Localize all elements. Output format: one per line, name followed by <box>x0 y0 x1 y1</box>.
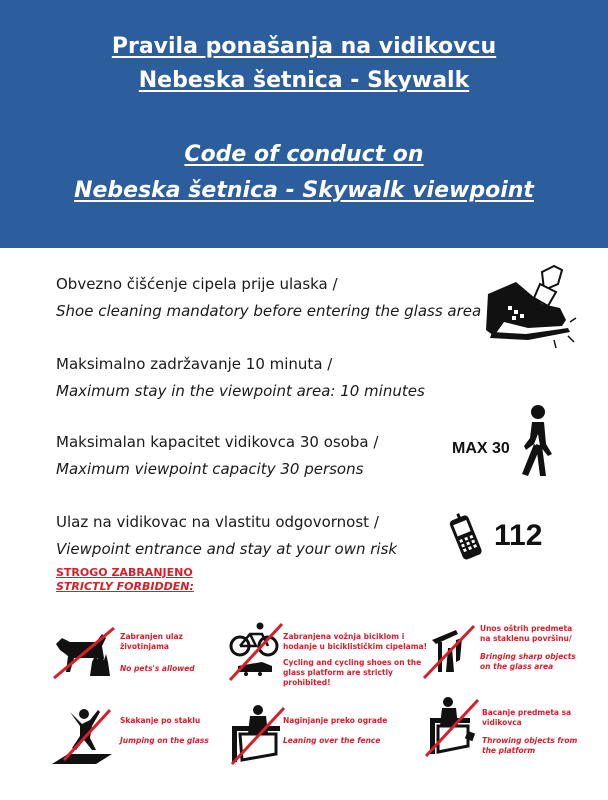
forbidden-title-en: STRICTLY FORBIDDEN: <box>56 580 194 593</box>
forbidden-item-pets <box>120 632 215 674</box>
title-sr-line-1: Pravila ponašanja na vidikovcu <box>111 34 497 59</box>
item-en: Bringing sharp objects on the glass area <box>480 652 576 671</box>
no-leaning-icon <box>228 704 288 766</box>
forbidden-item-sharp <box>480 624 580 672</box>
item-sr: Skakanje po staklu <box>120 716 201 725</box>
item-en: No pets's allowed <box>120 664 195 673</box>
rule-en-text: Shoe cleaning mandatory before entering the glass area <box>56 302 482 320</box>
item-sr: Zabranjena vožnja biciklom i hodanje u biciklističkim cipelama! <box>283 632 428 651</box>
no-sharp-objects-icon <box>422 622 476 680</box>
rule-shoe-cleaning <box>56 274 481 321</box>
title-en-line-1: Code of conduct on <box>184 142 424 167</box>
rule-capacity <box>56 432 378 479</box>
rule-sr-text: Maksimalno zadržavanje 10 minuta / <box>56 355 333 373</box>
emergency-number: 112 <box>494 519 543 552</box>
no-cycling-icon <box>228 622 284 682</box>
rule-en-text: Maximum viewpoint capacity 30 persons <box>56 460 364 478</box>
header-banner <box>0 0 608 248</box>
item-sr: Naginjanje preko ograde <box>283 716 388 725</box>
mobile-phone-icon <box>446 512 488 564</box>
no-pets-icon <box>52 624 116 680</box>
forbidden-item-throwing <box>482 708 582 756</box>
forbidden-item-leaning <box>283 716 393 746</box>
title-sr-line-2: Nebeska šetnica - Skywalk <box>138 68 470 93</box>
forbidden-title-sr: STROGO ZABRANJENO <box>56 566 193 579</box>
forbidden-item-jumping <box>120 716 220 746</box>
item-sr: Bacanje predmeta sa vidikovca <box>482 708 572 727</box>
rule-en-text: Maximum stay in the viewpoint area: 10 minutes <box>56 382 425 400</box>
item-sr: Zabranjen ulaz životinjama <box>120 632 183 651</box>
forbidden-item-cycling <box>283 632 433 688</box>
title-en-line-2: Nebeska šetnica - Skywalk viewpoint <box>74 178 534 203</box>
max-capacity-badge: MAX 30 <box>452 440 510 457</box>
item-en: Cycling and cycling shoes on the glass platform are strictly prohibited! <box>283 658 422 687</box>
item-en: Leaning over the fence <box>283 736 381 745</box>
item-en: Throwing objects from the platform <box>482 736 578 755</box>
item-sr: Unos oštrih predmeta na staklenu površinu/ <box>480 624 573 643</box>
rule-max-stay <box>56 354 425 401</box>
rule-en-text: Viewpoint entrance and stay at your own risk <box>56 540 398 558</box>
rule-sr-text: Ulaz na vidikovac na vlastitu odgovornost / <box>56 513 379 531</box>
no-jumping-icon <box>50 706 114 766</box>
item-en: Jumping on the glass <box>120 736 209 745</box>
shoe-cleaning-icon <box>482 262 578 354</box>
rule-own-risk <box>56 512 397 559</box>
walking-person-icon <box>516 404 556 478</box>
forbidden-title <box>56 566 194 594</box>
no-throwing-icon <box>424 696 480 758</box>
rule-sr-text: Obvezno čišćenje cipela prije ulaska / <box>56 275 338 293</box>
rule-sr-text: Maksimalan kapacitet vidikovca 30 osoba / <box>56 433 379 451</box>
